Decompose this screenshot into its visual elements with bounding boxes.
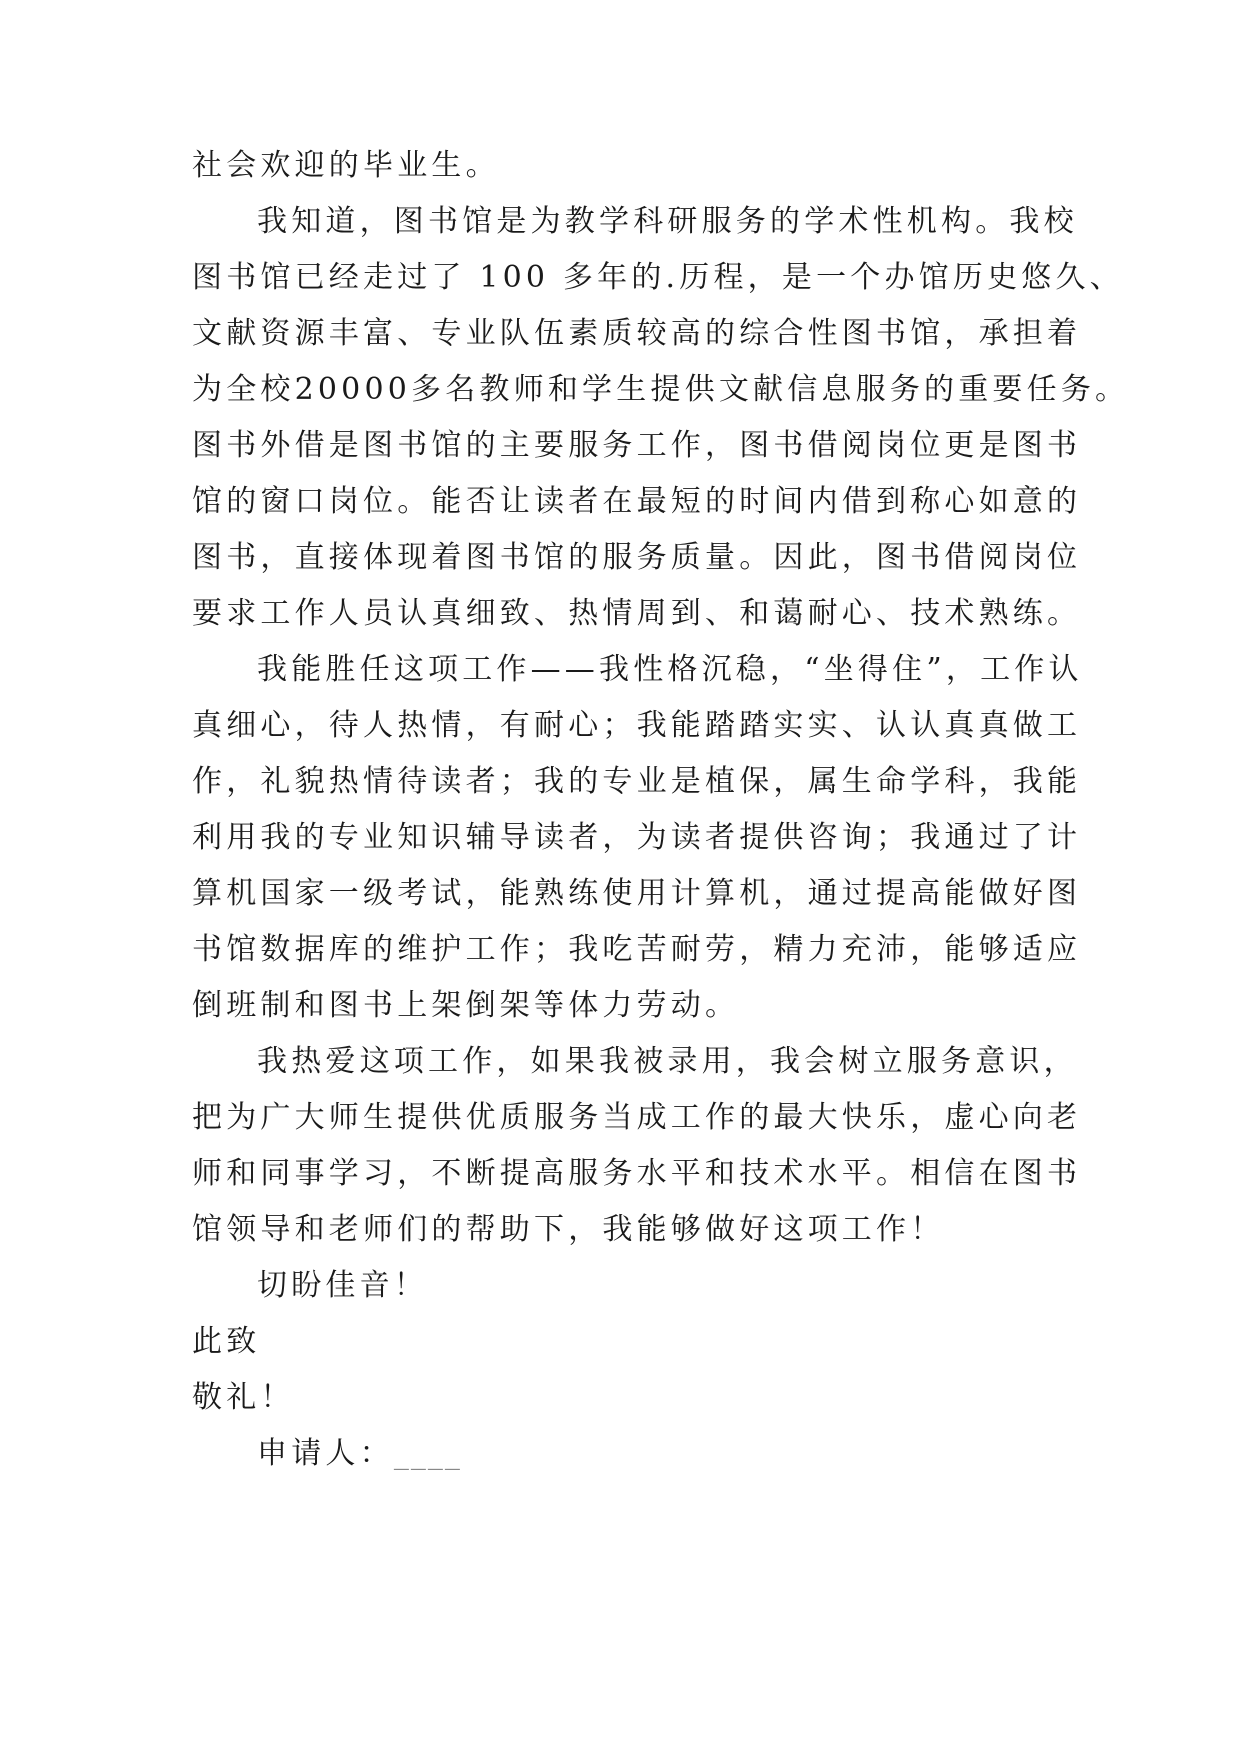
salutation-jingli: 敬礼！ [192,1380,295,1415]
paragraph-line: 为全校20000多名教师和学生提供文献信息服务的重要任务。 [192,372,1130,407]
paragraph-line: 算机国家一级考试，能熟练使用计算机，通过提高能做好图 [192,876,1082,911]
paragraph-line: 图书，直接体现着图书馆的服务质量。因此，图书借阅岗位 [192,540,1082,575]
paragraph-line: 图书馆已经走过了 100 多年的.历程，是一个办馆历史悠久、 [192,260,1124,295]
paragraph-line: 书馆数据库的维护工作；我吃苦耐劳，精力充沛，能够适应 [192,932,1082,967]
paragraph-line: 把为广大师生提供优质服务当成工作的最大快乐，虚心向老 [192,1100,1082,1135]
paragraph-line: 真细心，待人热情，有耐心；我能踏踏实实、认认真真做工 [192,708,1082,743]
paragraph-line: 倒班制和图书上架倒架等体力劳动。 [192,988,740,1023]
paragraph-line: 作，礼貌热情待读者；我的专业是植保，属生命学科，我能 [192,764,1082,799]
closing-wish: 切盼佳音！ [257,1268,428,1303]
paragraph-line: 馆领导和老师们的帮助下，我能够做好这项工作！ [192,1212,945,1247]
signature-blank: ____ [393,1436,462,1471]
applicant-signature [257,1434,462,1474]
paragraph-line: 利用我的专业知识辅导读者，为读者提供咨询；我通过了计 [192,820,1082,855]
paragraph-line: 馆的窗口岗位。能否让读者在最短的时间内借到称心如意的 [192,484,1082,519]
paragraph-line: 师和同事学习，不断提高服务水平和技术水平。相信在图书 [192,1156,1082,1191]
applicant-label: 申请人： [257,1436,394,1471]
paragraph-line: 图书外借是图书馆的主要服务工作，图书借阅岗位更是图书 [192,428,1082,463]
paragraph-line: 文献资源丰富、专业队伍素质较高的综合性图书馆，承担着 [192,316,1082,351]
paragraph-line: 我热爱这项工作，如果我被录用，我会树立服务意识， [257,1044,1078,1079]
paragraph-line: 我知道，图书馆是为教学科研服务的学术性机构。我校 [257,204,1078,239]
paragraph-line: 我能胜任这项工作——我性格沉稳，“坐得住”，工作认 [257,652,1083,687]
paragraph-line: 要求工作人员认真细致、热情周到、和蔼耐心、技术熟练。 [192,596,1082,631]
salutation-cizhi: 此致 [192,1324,261,1359]
paragraph-line: 社会欢迎的毕业生。 [192,148,500,183]
